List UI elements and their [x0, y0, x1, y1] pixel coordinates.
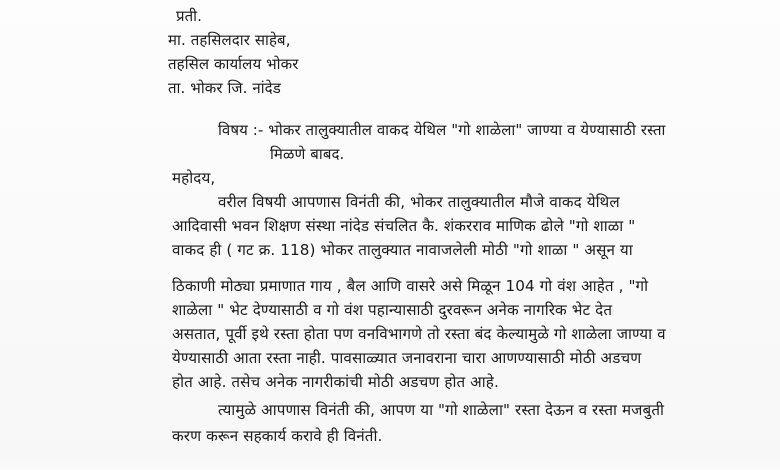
- body-line: असतात, पूर्वी इथे रस्ता होता पण वनविभागणे तो रस्ता बंद केल्यामुळे गो शाळेला जाण्या व: [172, 325, 666, 343]
- subject-line-1: विषय :- भोकर तालुक्यातील वाकद येथिल "गो शाळेला" जाण्या व येण्यासाठी रस्ता: [218, 121, 666, 139]
- body-line: आदिवासी भवन शिक्षण संस्था नांदेड संचलित कै. शंकरराव माणिक ढोले "गो शाळा ": [172, 217, 636, 235]
- body-line: होत आहे. तसेच अनेक नागरीकांची मोठी अडचण होत आहे.: [172, 373, 499, 391]
- body-line: शाळेला " भेट देण्यासाठी व गो वंश पहान्यासाठी दुरवरून अनेक नागरिक भेट देत: [172, 301, 613, 319]
- body-line: येण्यासाठी आता रस्ता नाही. पावसाळ्यात जनावराना चारा आणण्यासाठी मोठी अडचण: [172, 349, 642, 367]
- closing-line: करण करून सहकार्य करावे ही विनंती.: [172, 427, 383, 445]
- recipient-location: ता. भोकर जि. नांदेड: [168, 79, 281, 97]
- salutation: महोदय,: [172, 169, 216, 187]
- page-edge-shadow: [0, 460, 780, 470]
- body-line: ठिकाणी मोठ्या प्रमाणात गाय , बैल आणि वासरे असे मिळून 104 गो वंश आहेत , "गो: [172, 277, 649, 295]
- body-line: वरील विषयी आपणास विनंती की, भोकर तालुक्यातील मौजे वाकद येथिल: [218, 193, 620, 211]
- recipient-to: प्रती.: [176, 7, 203, 25]
- closing-line: त्यामुळे आपणास विनंती की, आपण या "गो शाळेला" रस्ता देऊन व रस्ता मजबुती: [218, 401, 665, 419]
- body-line: वाकद ही ( गट क्र. 118) भोकर तालुक्यात नावाजलेली मोठी "गो शाळा " असून या: [172, 241, 633, 259]
- recipient-office: तहसिल कार्यालय भोकर: [168, 55, 299, 73]
- recipient-title: मा. तहसिलदार साहेब,: [168, 31, 291, 49]
- subject-line-2: मिळणे बाबद.: [270, 145, 345, 163]
